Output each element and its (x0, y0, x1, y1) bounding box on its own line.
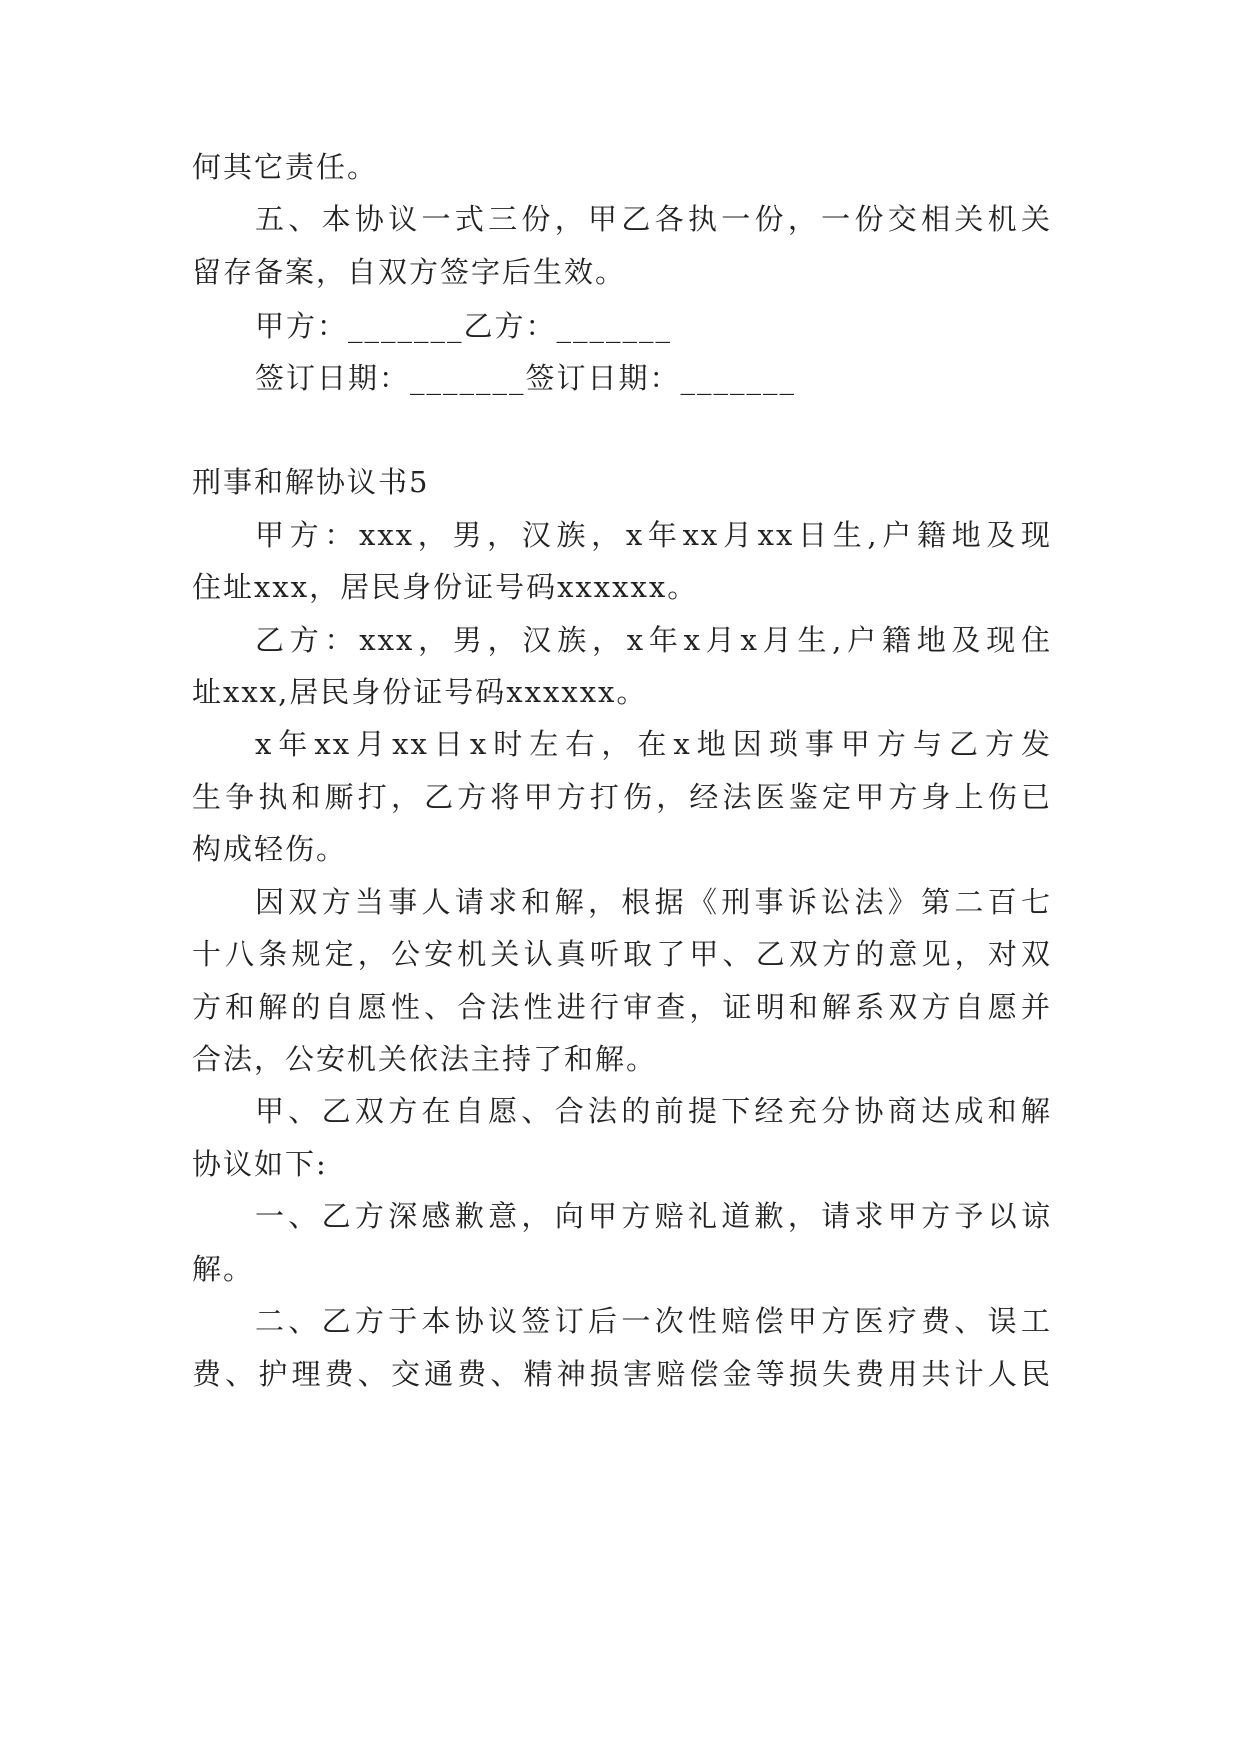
text-line: 生争执和厮打，乙方将甲方打伤，经法医鉴定甲方身上伤已 (192, 780, 1052, 814)
text-line: 十八条规定，公安机关认真听取了甲、乙双方的意见，对双 (192, 937, 1052, 971)
text-line: 解。 (192, 1252, 255, 1286)
text-line: 因双方当事人请求和解，根据《刑事诉讼法》第二百七 (255, 885, 1052, 919)
text-line: 住址xxx，居民身份证号码xxxxxx。 (192, 570, 699, 604)
text-line: 费、护理费、交通费、精神损害赔偿金等损失费用共计人民 (192, 1357, 1052, 1391)
text-line: 乙方：xxx，男，汉族，x年x月x月生,户籍地及现住 (255, 623, 1052, 657)
text-line: 合法，公安机关依法主持了和解。 (192, 1042, 658, 1076)
text-line: 甲、乙双方在自愿、合法的前提下经充分协商达成和解 (255, 1094, 1052, 1128)
text-line: 甲方：xxx，男，汉族，x年xx月xx日生,户籍地及现 (255, 518, 1052, 552)
signature-line-dates: 签订日期：_______签订日期：_______ (255, 361, 797, 395)
text-line: 留存备案，自双方签字后生效。 (192, 255, 627, 289)
text-line: 协议如下: (192, 1147, 328, 1181)
signature-line-parties: 甲方：_______乙方：_______ (255, 309, 673, 343)
text-line: 二、乙方于本协议签订后一次性赔偿甲方医疗费、误工 (255, 1304, 1052, 1338)
text-line: 何其它责任。 (192, 150, 379, 184)
text-line: 一、乙方深感歉意，向甲方赔礼道歉，请求甲方予以谅 (255, 1199, 1052, 1233)
section-title: 刑事和解协议书5 (192, 465, 430, 499)
text-line: 五、本协议一式三份，甲乙各执一份，一份交相关机关 (255, 202, 1052, 236)
text-line: x年xx月xx日x时左右，在x地因琐事甲方与乙方发 (255, 727, 1052, 761)
text-line: 构成轻伤。 (192, 832, 348, 866)
text-line: 方和解的自愿性、合法性进行审查，证明和解系双方自愿并 (192, 990, 1052, 1024)
text-line: 址xxx,居民身份证号码xxxxxx。 (192, 675, 648, 709)
